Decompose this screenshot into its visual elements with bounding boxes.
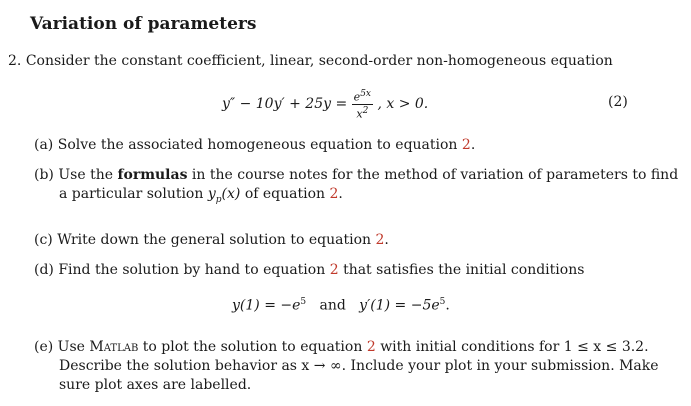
punct: . [384,232,389,248]
part-b-post: in the course notes for the method of variation of parameters to find [191,167,679,183]
punct: . [338,186,343,202]
equation-ref-link[interactable]: 2 [329,262,339,278]
part-c-text: Write down the general solution to equation [57,232,372,248]
yp-arg: (x) [221,186,241,202]
equation-label: (2) [608,94,628,110]
ic2: y′(1) = −5e [359,297,440,314]
part-e-label: (e) [34,339,54,355]
part-e [34,338,649,357]
part-e-post: with initial conditions for 1 ≤ x ≤ 3.2. [380,339,649,355]
part-e-pre: Use [57,339,85,355]
eq-den: x [356,107,363,121]
part-d-label: (d) [34,262,54,278]
yp-symbol: y [207,186,216,202]
eq-num-exp: 5x [360,89,371,99]
part-b-line2 [59,185,343,210]
question-number: 2. [8,53,22,69]
part-b-line2-post: of equation [244,186,326,202]
question-intro [8,52,613,71]
section-title: Variation of parameters [30,14,257,34]
initial-conditions [232,293,450,316]
part-e-mid: to plot the solution to equation [142,339,363,355]
equation-condition: , x > 0. [377,96,429,113]
part-c [34,231,389,250]
equation-ref-link[interactable]: 2 [375,232,385,248]
equation-lhs: y″ − 10y′ + 25y = [222,96,348,113]
part-a-text: Solve the associated homogeneous equation to equation [57,137,458,153]
part-b-bold: formulas [117,167,188,183]
yp-sub: p [215,194,222,205]
equation-ref-link[interactable]: 2 [329,186,339,202]
part-d-text1: Find the solution by hand to equation [58,262,326,278]
ic2-exp: 5 [439,297,446,307]
part-d [34,261,584,280]
part-e-line3: sure plot axes are labelled. [59,377,252,393]
punct: . [445,297,450,314]
part-b-pre: Use the [58,167,113,183]
eq-num: e [353,90,361,104]
main-equation [222,88,428,120]
equation-ref-link[interactable]: 2 [461,137,471,153]
part-c-label: (c) [34,232,53,248]
part-a-label: (a) [34,137,54,153]
part-b-line2-pre: a particular solution [59,186,204,202]
part-b-label: (b) [34,167,54,183]
ic1-exp: 5 [300,297,307,307]
punct: . [470,137,476,153]
eq-den-exp: 2 [362,105,369,116]
ic1: y(1) = −e [232,297,301,314]
equation-ref-link[interactable]: 2 [366,339,376,355]
part-a [34,136,475,155]
ic-and: and [319,297,346,314]
part-e-line2: Describe the solution behavior as x → ∞. Include your plot in your submission. Make [59,358,659,374]
matlab-name: Matlab [89,339,139,355]
equation-fraction [352,88,373,120]
part-b [34,166,678,185]
intro-text: Consider the constant coefficient, linear, second-order non-homogeneous equation [25,53,613,69]
part-d-text2: that satisfies the initial conditions [343,262,585,278]
